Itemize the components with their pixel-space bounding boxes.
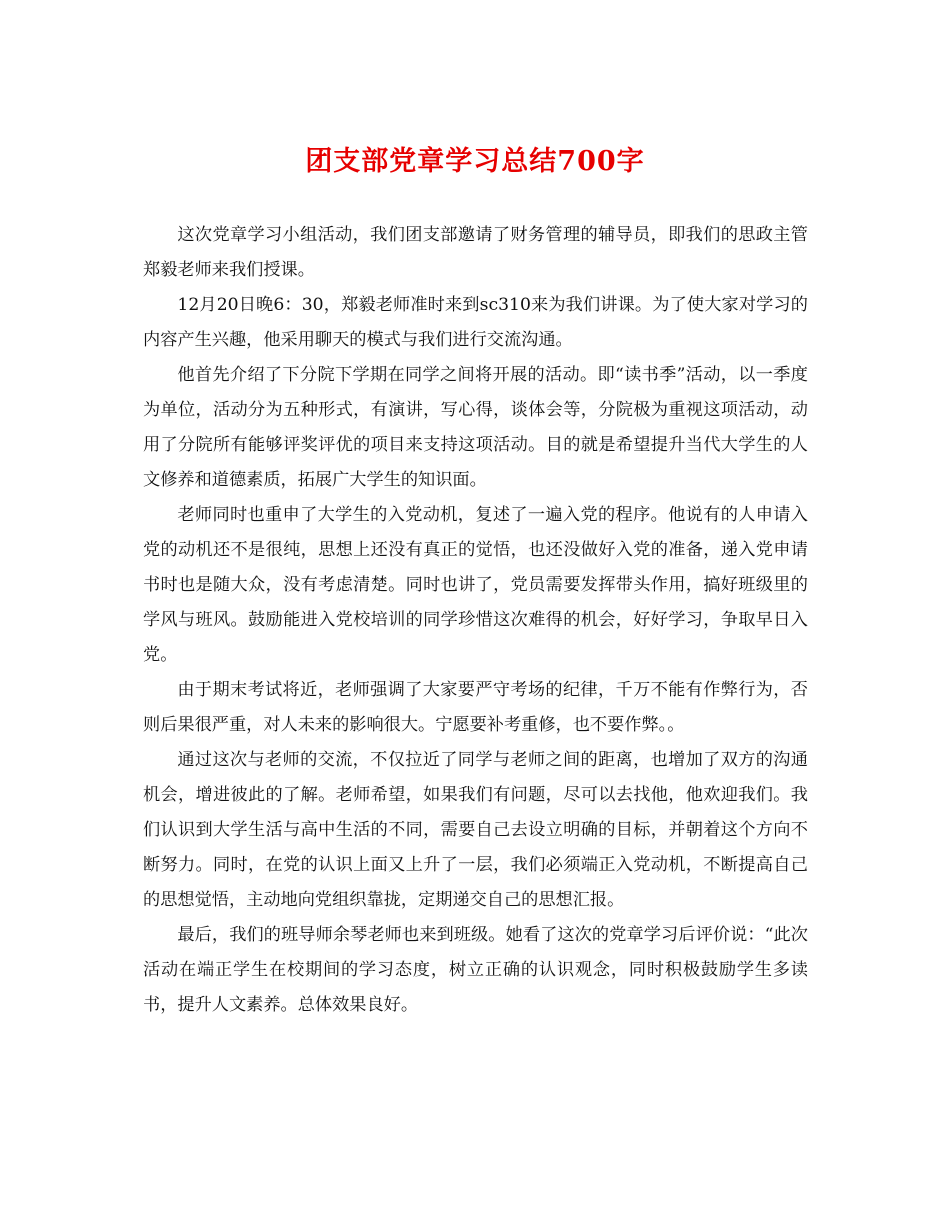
paragraph: 最后，我们的班导师余琴老师也来到班级。她看了这次的党章学习后评价说：“此次活动在端正学生在校期间的学习态度，树立正确的认识观念，同时积极鼓励学生多读书，提升人文素养。总体效果良好。 [143, 925, 808, 1015]
paragraph: 这次党章学习小组活动，我们团支部邀请了财务管理的辅导员，即我们的思政主管郑毅老师来我们授课。 [143, 225, 808, 280]
paragraph: 他首先介绍了下分院下学期在同学之间将开展的活动。即“读书季”活动，以一季度为单位，活动分为五种形式，有演讲，写心得，谈体会等，分院极为重视这项活动，动用了分院所有能够评奖评优的项目来支持这项活动。目的就是希望提升当代大学生的人文修养和道德素质，拓展广大学生的知识面。 [143, 365, 808, 490]
document-title: 团支部党章学习总结700字 [305, 146, 645, 177]
paragraph: 通过这次与老师的交流，不仅拉近了同学与老师之间的距离，也增加了双方的沟通机会，增进彼此的了解。老师希望，如果我们有问题，尽可以去找他，他欢迎我们。我们认识到大学生活与高中生活的不同，需要自己去设立明确的目标，并朝着这个方向不断努力。同时，在党的认识上面又上升了一层，我们必须端正入党动机，不断提高自己的思想觉悟，主动地向党组织靠拢，定期递交自己的思想汇报。 [143, 750, 808, 910]
paragraph: 由于期末考试将近，老师强调了大家要严守考场的纪律，千万不能有作弊行为，否则后果很严重，对人未来的影响很大。宁愿要补考重修，也不要作弊。。 [143, 680, 808, 735]
paragraph: 12月20日晚6：30，郑毅老师准时来到sc310来为我们讲课。为了使大家对学习的内容产生兴趣，他采用聊天的模式与我们进行交流沟通。 [143, 295, 808, 350]
document-body [143, 218, 808, 1023]
paragraph: 老师同时也重申了大学生的入党动机，复述了一遍入党的程序。他说有的人申请入党的动机还不是很纯，思想上还没有真正的觉悟，也还没做好入党的准备，递入党申请书时也是随大众，没有考虑清楚。同时也讲了，党员需要发挥带头作用，搞好班级里的学风与班风。鼓励能进入党校培训的同学珍惜这次难得的机会，好好学习，争取早日入党。 [143, 505, 808, 665]
